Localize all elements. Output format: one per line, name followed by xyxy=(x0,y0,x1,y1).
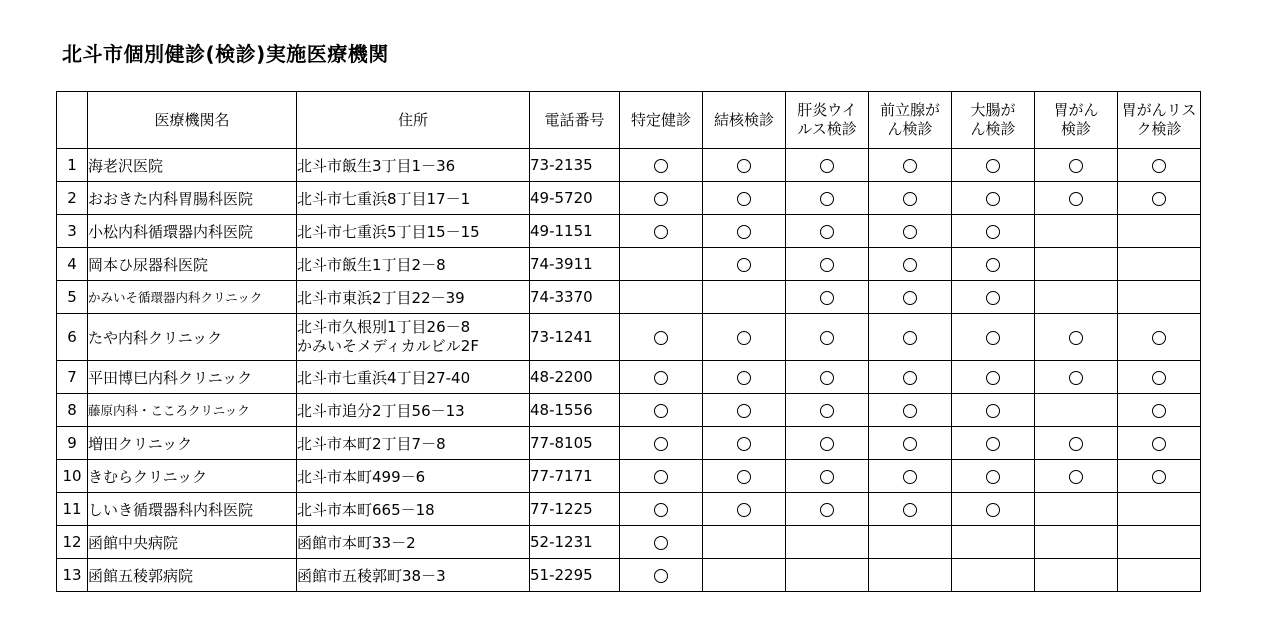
circle-mark-icon xyxy=(986,291,1000,305)
check-cell xyxy=(1035,314,1118,361)
table-row xyxy=(57,248,1201,281)
table-row xyxy=(57,314,1201,361)
check-cell xyxy=(786,559,869,592)
check-cell xyxy=(869,526,952,559)
header-check: 結核検診 xyxy=(703,92,786,149)
circle-mark-icon xyxy=(986,404,1000,418)
facility-tel: 49-5720 xyxy=(530,182,620,215)
address-line: 北斗市飯生1丁目2－8 xyxy=(297,255,446,274)
facility-name: 岡本ひ尿器科医院 xyxy=(88,248,297,281)
circle-mark-icon xyxy=(820,371,834,385)
circle-mark-icon xyxy=(903,159,917,173)
row-number: 8 xyxy=(57,394,88,427)
circle-mark-icon xyxy=(654,569,668,583)
check-cell xyxy=(1118,281,1201,314)
circle-mark-icon xyxy=(986,371,1000,385)
address-line: 函館市本町33－2 xyxy=(297,533,416,552)
circle-mark-icon xyxy=(903,192,917,206)
header-check: 特定健診 xyxy=(620,92,703,149)
circle-mark-icon xyxy=(737,258,751,272)
check-cell xyxy=(952,149,1035,182)
row-number: 3 xyxy=(57,215,88,248)
address-line: 北斗市本町499－6 xyxy=(297,467,426,486)
circle-mark-icon xyxy=(654,470,668,484)
check-cell xyxy=(869,427,952,460)
facility-tel: 74-3911 xyxy=(530,248,620,281)
facility-name: 海老沢医院 xyxy=(88,149,297,182)
circle-mark-icon xyxy=(1152,192,1166,206)
circle-mark-icon xyxy=(1152,404,1166,418)
circle-mark-icon xyxy=(820,258,834,272)
check-cell xyxy=(1035,427,1118,460)
check-cell xyxy=(703,281,786,314)
check-cell xyxy=(952,559,1035,592)
check-cell xyxy=(952,427,1035,460)
circle-mark-icon xyxy=(654,503,668,517)
check-cell xyxy=(620,361,703,394)
header-check: 前立腺がん検診 xyxy=(869,92,952,149)
address-line: 北斗市飯生3丁目1－36 xyxy=(297,156,456,175)
circle-mark-icon xyxy=(903,470,917,484)
facility-tel: 73-2135 xyxy=(530,149,620,182)
check-cell xyxy=(703,493,786,526)
circle-mark-icon xyxy=(986,192,1000,206)
check-cell xyxy=(703,314,786,361)
check-cell xyxy=(703,559,786,592)
check-cell xyxy=(786,314,869,361)
check-cell xyxy=(1118,493,1201,526)
check-cell xyxy=(1118,427,1201,460)
check-cell xyxy=(869,149,952,182)
check-cell xyxy=(869,281,952,314)
check-cell xyxy=(620,526,703,559)
row-number: 2 xyxy=(57,182,88,215)
check-cell xyxy=(1035,248,1118,281)
circle-mark-icon xyxy=(903,258,917,272)
check-cell xyxy=(620,427,703,460)
facility-tel: 48-1556 xyxy=(530,394,620,427)
circle-mark-icon xyxy=(820,437,834,451)
facility-address xyxy=(297,215,530,248)
circle-mark-icon xyxy=(737,404,751,418)
check-cell xyxy=(869,361,952,394)
check-cell xyxy=(952,394,1035,427)
check-cell xyxy=(1118,182,1201,215)
facility-address xyxy=(297,281,530,314)
check-cell xyxy=(703,182,786,215)
check-cell xyxy=(952,215,1035,248)
circle-mark-icon xyxy=(986,331,1000,345)
circle-mark-icon xyxy=(654,536,668,550)
circle-mark-icon xyxy=(986,225,1000,239)
check-cell xyxy=(1035,493,1118,526)
circle-mark-icon xyxy=(654,331,668,345)
facility-name: 増田クリニック xyxy=(88,427,297,460)
check-cell xyxy=(786,182,869,215)
check-cell xyxy=(869,559,952,592)
check-cell xyxy=(786,526,869,559)
circle-mark-icon xyxy=(737,225,751,239)
circle-mark-icon xyxy=(654,371,668,385)
row-number: 1 xyxy=(57,149,88,182)
circle-mark-icon xyxy=(1069,192,1083,206)
circle-mark-icon xyxy=(986,258,1000,272)
check-cell xyxy=(1035,182,1118,215)
circle-mark-icon xyxy=(1152,437,1166,451)
check-cell xyxy=(952,314,1035,361)
table-row xyxy=(57,559,1201,592)
circle-mark-icon xyxy=(1152,159,1166,173)
circle-mark-icon xyxy=(903,371,917,385)
table-row xyxy=(57,394,1201,427)
facility-name: 函館中央病院 xyxy=(88,526,297,559)
facility-name: 小松内科循環器内科医院 xyxy=(88,215,297,248)
check-cell xyxy=(1118,394,1201,427)
circle-mark-icon xyxy=(903,404,917,418)
table-row xyxy=(57,215,1201,248)
row-number: 7 xyxy=(57,361,88,394)
check-cell xyxy=(1035,361,1118,394)
facility-address xyxy=(297,460,530,493)
facility-tel: 77-8105 xyxy=(530,427,620,460)
circle-mark-icon xyxy=(737,331,751,345)
header-check: 胃がん検診 xyxy=(1035,92,1118,149)
circle-mark-icon xyxy=(903,331,917,345)
check-cell xyxy=(620,493,703,526)
circle-mark-icon xyxy=(820,404,834,418)
check-cell xyxy=(703,460,786,493)
row-number: 9 xyxy=(57,427,88,460)
facility-name: かみいそ循環器内科クリニック xyxy=(88,281,297,314)
check-cell xyxy=(786,427,869,460)
check-cell xyxy=(786,394,869,427)
facility-tel: 48-2200 xyxy=(530,361,620,394)
address-line: 北斗市七重浜5丁目15－15 xyxy=(297,222,480,241)
check-cell xyxy=(952,460,1035,493)
circle-mark-icon xyxy=(1152,331,1166,345)
row-number: 10 xyxy=(57,460,88,493)
facility-tel: 77-7171 xyxy=(530,460,620,493)
check-cell xyxy=(952,361,1035,394)
facility-tel: 73-1241 xyxy=(530,314,620,361)
header-address: 住所 xyxy=(297,92,530,149)
facility-name: 藤原内科・こころクリニック xyxy=(88,394,297,427)
check-cell xyxy=(952,493,1035,526)
circle-mark-icon xyxy=(1069,331,1083,345)
check-cell xyxy=(786,281,869,314)
check-cell xyxy=(620,281,703,314)
check-cell xyxy=(786,248,869,281)
row-number: 12 xyxy=(57,526,88,559)
address-line: 北斗市追分2丁目56－13 xyxy=(297,401,465,420)
check-cell xyxy=(952,526,1035,559)
circle-mark-icon xyxy=(1069,371,1083,385)
circle-mark-icon xyxy=(737,503,751,517)
circle-mark-icon xyxy=(903,437,917,451)
check-cell xyxy=(869,493,952,526)
table-row xyxy=(57,526,1201,559)
header-check: 大腸がん検診 xyxy=(952,92,1035,149)
facility-address xyxy=(297,149,530,182)
header-check: 肝炎ウイルス検診 xyxy=(786,92,869,149)
check-cell xyxy=(786,215,869,248)
circle-mark-icon xyxy=(1152,470,1166,484)
circle-mark-icon xyxy=(1069,159,1083,173)
check-cell xyxy=(703,394,786,427)
header-check: 胃がんリスク検診 xyxy=(1118,92,1201,149)
check-cell xyxy=(703,149,786,182)
facility-name: おおきた内科胃腸科医院 xyxy=(88,182,297,215)
circle-mark-icon xyxy=(1069,437,1083,451)
check-cell xyxy=(620,314,703,361)
facility-name: たや内科クリニック xyxy=(88,314,297,361)
check-cell xyxy=(1118,559,1201,592)
row-number: 5 xyxy=(57,281,88,314)
address-line: 北斗市本町665－18 xyxy=(297,500,435,519)
facility-address xyxy=(297,248,530,281)
table-row xyxy=(57,460,1201,493)
check-cell xyxy=(1035,149,1118,182)
circle-mark-icon xyxy=(654,437,668,451)
check-cell xyxy=(786,149,869,182)
check-cell xyxy=(1035,215,1118,248)
check-cell xyxy=(620,559,703,592)
row-number: 11 xyxy=(57,493,88,526)
facility-address xyxy=(297,493,530,526)
check-cell xyxy=(1118,248,1201,281)
check-cell xyxy=(1118,460,1201,493)
facility-tel: 77-1225 xyxy=(530,493,620,526)
circle-mark-icon xyxy=(737,470,751,484)
page-title: 北斗市個別健診(検診)実施医療機関 xyxy=(62,42,389,66)
header-num xyxy=(57,92,88,149)
check-cell xyxy=(1035,281,1118,314)
circle-mark-icon xyxy=(654,192,668,206)
table-row xyxy=(57,361,1201,394)
check-cell xyxy=(703,361,786,394)
circle-mark-icon xyxy=(986,503,1000,517)
circle-mark-icon xyxy=(820,159,834,173)
check-cell xyxy=(703,215,786,248)
address-line: 北斗市七重浜8丁目17－1 xyxy=(297,189,471,208)
check-cell xyxy=(786,460,869,493)
circle-mark-icon xyxy=(820,503,834,517)
table-row xyxy=(57,493,1201,526)
circle-mark-icon xyxy=(737,159,751,173)
address-line: 北斗市久根別1丁目26－8 xyxy=(297,318,471,336)
check-cell xyxy=(786,361,869,394)
check-cell xyxy=(1118,361,1201,394)
circle-mark-icon xyxy=(1069,470,1083,484)
circle-mark-icon xyxy=(820,192,834,206)
check-cell xyxy=(1118,314,1201,361)
facility-address xyxy=(297,427,530,460)
check-cell xyxy=(869,460,952,493)
check-cell xyxy=(952,182,1035,215)
table-body xyxy=(57,149,1201,592)
facility-name: 平田博巳内科クリニック xyxy=(88,361,297,394)
facility-name: きむらクリニック xyxy=(88,460,297,493)
address-line: 函館市五稜郭町38－3 xyxy=(297,566,446,585)
check-cell xyxy=(1118,215,1201,248)
row-number: 13 xyxy=(57,559,88,592)
facility-tel: 74-3370 xyxy=(530,281,620,314)
facility-name: しいき循環器科内科医院 xyxy=(88,493,297,526)
check-cell xyxy=(869,314,952,361)
circle-mark-icon xyxy=(654,225,668,239)
check-cell xyxy=(703,526,786,559)
check-cell xyxy=(620,460,703,493)
check-cell xyxy=(869,182,952,215)
facility-address xyxy=(297,314,530,361)
facility-address xyxy=(297,394,530,427)
facility-address xyxy=(297,559,530,592)
header-row xyxy=(57,92,1201,149)
check-cell xyxy=(1035,559,1118,592)
circle-mark-icon xyxy=(820,331,834,345)
address-line: 北斗市七重浜4丁目27-40 xyxy=(297,368,471,387)
check-cell xyxy=(1035,460,1118,493)
check-cell xyxy=(620,215,703,248)
check-cell xyxy=(620,149,703,182)
facility-tel: 51-2295 xyxy=(530,559,620,592)
facility-tel: 49-1151 xyxy=(530,215,620,248)
table-row xyxy=(57,182,1201,215)
check-cell xyxy=(869,248,952,281)
facility-address xyxy=(297,526,530,559)
circle-mark-icon xyxy=(820,470,834,484)
check-cell xyxy=(1035,526,1118,559)
circle-mark-icon xyxy=(737,192,751,206)
circle-mark-icon xyxy=(903,503,917,517)
check-cell xyxy=(952,248,1035,281)
check-cell xyxy=(620,248,703,281)
check-cell xyxy=(620,182,703,215)
circle-mark-icon xyxy=(654,159,668,173)
facility-name: 函館五稜郭病院 xyxy=(88,559,297,592)
row-number: 6 xyxy=(57,314,88,361)
check-cell xyxy=(1118,149,1201,182)
facility-address xyxy=(297,361,530,394)
check-cell xyxy=(869,394,952,427)
table-row xyxy=(57,427,1201,460)
check-cell xyxy=(703,427,786,460)
circle-mark-icon xyxy=(1152,371,1166,385)
check-cell xyxy=(786,493,869,526)
circle-mark-icon xyxy=(737,437,751,451)
check-cell xyxy=(952,281,1035,314)
address-line: 北斗市東浜2丁目22－39 xyxy=(297,288,465,307)
facility-table xyxy=(56,91,1201,592)
circle-mark-icon xyxy=(986,470,1000,484)
check-cell xyxy=(620,394,703,427)
facility-tel: 52-1231 xyxy=(530,526,620,559)
check-cell xyxy=(869,215,952,248)
circle-mark-icon xyxy=(986,159,1000,173)
circle-mark-icon xyxy=(903,291,917,305)
table-row xyxy=(57,281,1201,314)
circle-mark-icon xyxy=(654,404,668,418)
circle-mark-icon xyxy=(820,291,834,305)
circle-mark-icon xyxy=(820,225,834,239)
address-line: かみいそメディカルビル2F xyxy=(297,337,479,355)
circle-mark-icon xyxy=(986,437,1000,451)
table-row xyxy=(57,149,1201,182)
address-line: 北斗市本町2丁目7－8 xyxy=(297,434,446,453)
check-cell xyxy=(1035,394,1118,427)
header-tel: 電話番号 xyxy=(530,92,620,149)
row-number: 4 xyxy=(57,248,88,281)
check-cell xyxy=(703,248,786,281)
circle-mark-icon xyxy=(903,225,917,239)
check-cell xyxy=(1118,526,1201,559)
header-name: 医療機関名 xyxy=(88,92,297,149)
circle-mark-icon xyxy=(737,371,751,385)
facility-address xyxy=(297,182,530,215)
